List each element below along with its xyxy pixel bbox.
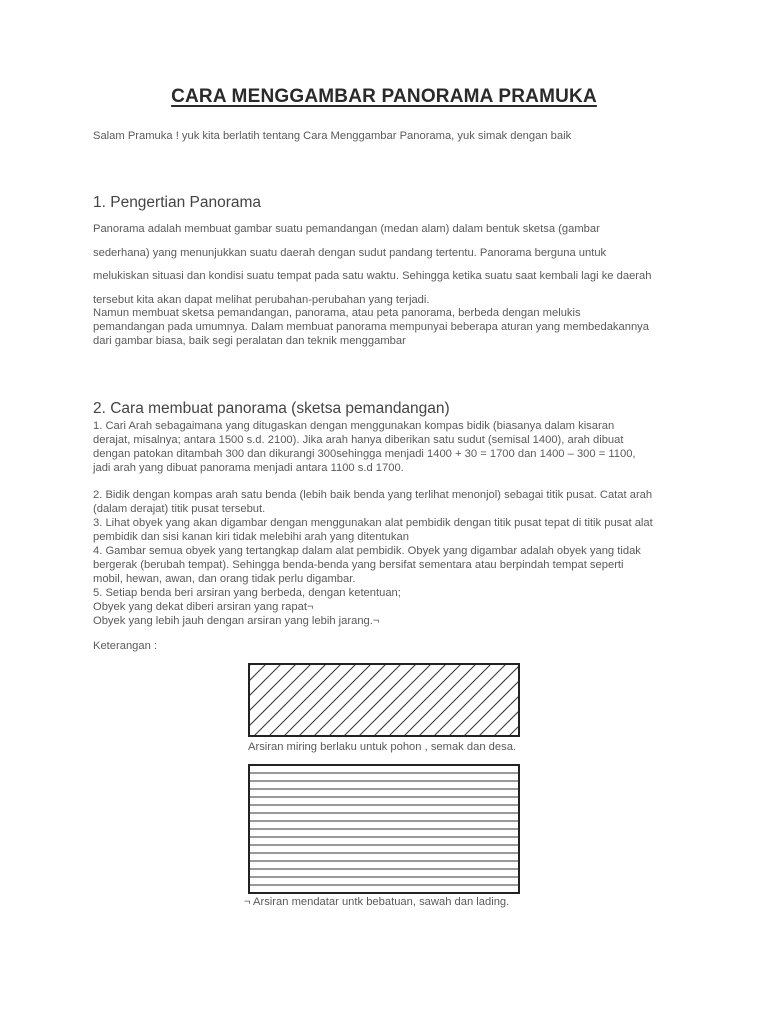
keterangan-label: Keterangan : <box>93 640 158 652</box>
paragraph-line: mobil, hewan, awan, dan orang tidak perlu digambar. <box>93 573 356 585</box>
paragraph-line: 3. Lihat obyek yang akan digambar dengan menggunakan alat pembidik dengan titik pusat tepat di titik pusat alat <box>93 517 653 529</box>
diagonal-hatch-caption: Arsiran miring berlaku untuk pohon , semak dan desa. <box>248 741 517 753</box>
paragraph-line: dengan patokan ditambah 300 dan dikurangi 300sehingga menjadi 1400 + 30 = 1700 dan 1400 – 300 = 1100, <box>93 448 636 460</box>
paragraph-line: dari gambar biasa, baik segi peralatan dan teknik menggambar <box>93 335 406 347</box>
paragraph-line: 2. Bidik dengan kompas arah satu benda (lebih baik benda yang terlihat menonjol) sebagai titik pusat. Catat arah <box>93 489 653 501</box>
paragraph-line: Obyek yang lebih jauh dengan arsiran yang lebih jarang.¬ <box>93 615 380 627</box>
paragraph-line: derajat, misalnya; antara 1500 s.d. 2100). Jika arah hanya diberikan satu sudut (semisal 1400), arah dibuat <box>93 434 624 446</box>
section1-line: melukiskan situasi dan kondisi suatu tempat pada satu waktu. Sehingga ketika suatu saat kembali lagi ke daerah <box>93 270 652 282</box>
paragraph-line: Namun membuat sketsa pemandangan, panorama, atau peta panorama, berbeda dengan melukis <box>93 307 581 319</box>
page-title: CARA MENGGAMBAR PANORAMA PRAMUKA <box>171 86 597 107</box>
horizontal-hatch-caption: ¬ Arsiran mendatar untk bebatuan, sawah dan lading. <box>244 896 510 908</box>
section1-paragraph2 <box>93 306 693 348</box>
horizontal-hatch-diagram <box>248 764 520 894</box>
section1-line: Panorama adalah membuat gambar suatu pemandangan (medan alam) dalam bentuk sketsa (gambar <box>93 223 600 235</box>
step1-paragraph <box>93 419 693 475</box>
diagonal-hatch-diagram <box>248 663 520 737</box>
paragraph-line: 4. Gambar semua obyek yang tertangkap dalam alat pembidik. Obyek yang digambar adalah obyek yang tidak <box>93 545 641 557</box>
paragraph-line: 1. Cari Arah sebagaimana yang ditugaskan dengan menggunakan kompas bidik (biasanya dalam kisaran <box>93 420 615 432</box>
paragraph-line: 5. Setiap benda beri arsiran yang berbeda, dengan ketentuan; <box>93 587 401 599</box>
paragraph-line: jadi arah yang dibuat panorama menjadi antara 1100 s.d 1700. <box>93 462 404 474</box>
steps-list <box>93 488 693 628</box>
section1-heading: 1. Pengertian Panorama <box>93 194 262 211</box>
section1-line: tersebut kita akan dapat melihat perubahan-perubahan yang terjadi. <box>93 294 430 306</box>
paragraph-line: pembidik dan sisi kanan kiri tidak melebihi arah yang ditentukan <box>93 531 409 543</box>
paragraph-line: pemandangan pada umumnya. Dalam membuat panorama mempunyai beberapa aturan yang membedakannya <box>93 321 649 333</box>
paragraph-line: Obyek yang dekat diberi arsiran yang rapat¬ <box>93 601 314 613</box>
intro-text: Salam Pramuka ! yuk kita berlatih tentang Cara Menggambar Panorama, yuk simak dengan baik <box>93 130 572 142</box>
section2-heading: 2. Cara membuat panorama (sketsa pemandangan) <box>93 400 450 417</box>
paragraph-line: bergerak (berubah tempat). Sehingga benda-benda yang bersifat sementara atau berpindah tempat seperti <box>93 559 624 571</box>
section1-line: sederhana) yang menunjukkan suatu daerah dengan sudut pandang tertentu. Panorama berguna untuk <box>93 247 607 259</box>
paragraph-line: (dalam derajat) titik pusat tersebut. <box>93 503 266 515</box>
